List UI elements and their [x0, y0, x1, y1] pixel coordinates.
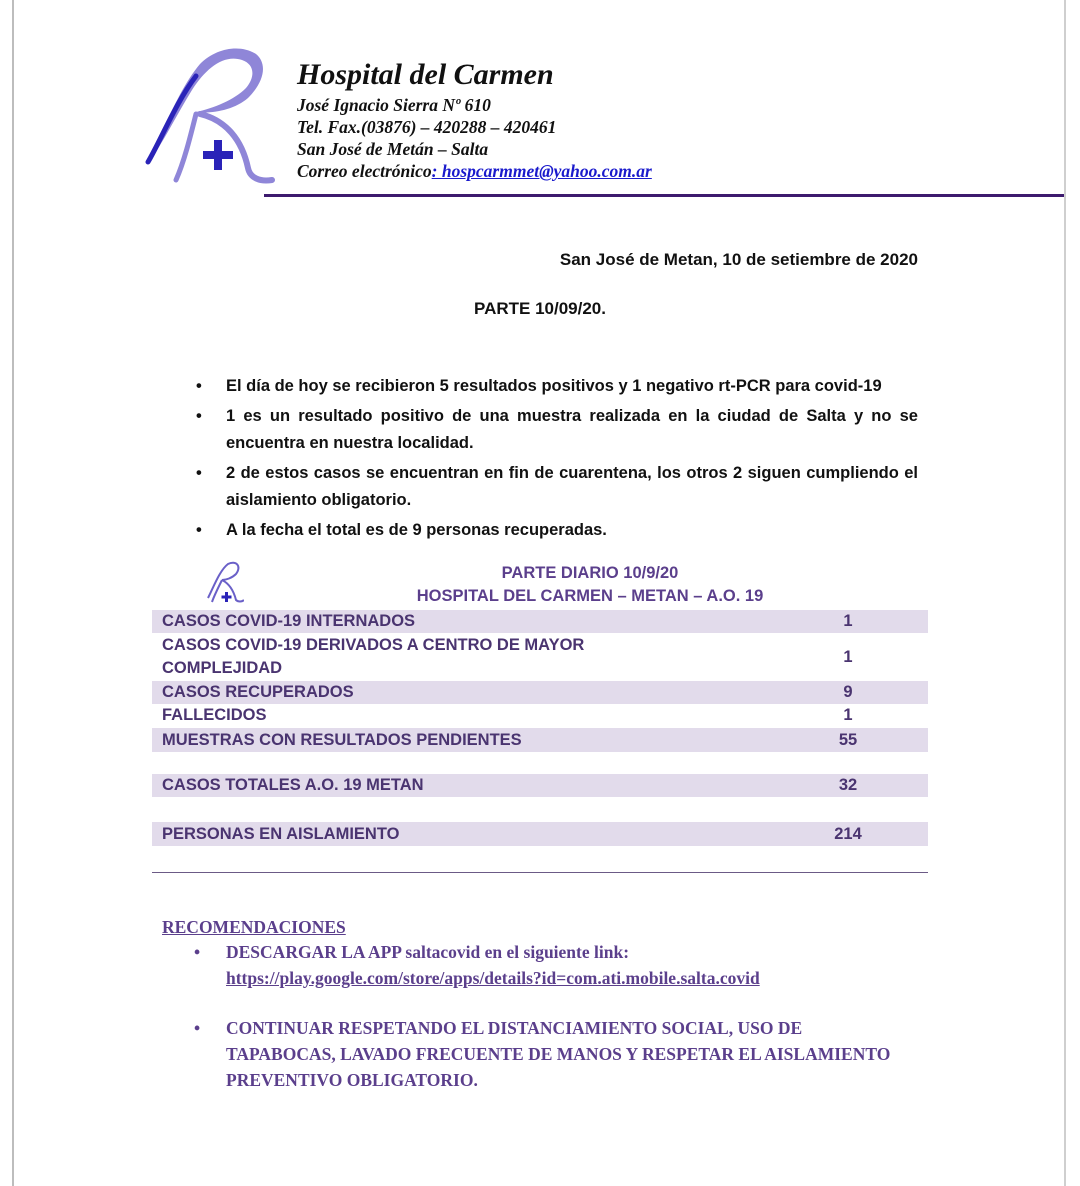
row-value: 1: [843, 706, 853, 724]
bullet-item: • El día de hoy se recibieron 5 resultados positivos y 1 negativo rt-PCR para covid-19: [196, 373, 918, 400]
table-row: [152, 681, 928, 704]
page-border-left: [12, 0, 14, 1186]
row-label-line: CASOS COVID-19 DERIVADOS A CENTRO DE MAYOR: [162, 636, 585, 654]
row-label: PERSONAS EN AISLAMIENTO: [162, 825, 400, 843]
letterhead: [297, 58, 652, 182]
daily-report-title-line2: HOSPITAL DEL CARMEN – METAN – A.O. 19: [416, 587, 764, 605]
hospital-phone: Tel. Fax.(03876) – 420288 – 420461: [297, 117, 557, 137]
row-value: 1: [843, 612, 853, 630]
recommendations-list: [162, 939, 902, 1093]
mini-hospital-logo-icon: [204, 560, 244, 604]
date-line: San José de Metan, 10 de setiembre de 2020: [559, 250, 918, 269]
stats-table: [152, 610, 928, 846]
recommendation-item: • CONTINUAR RESPETANDO EL DISTANCIAMIENTO SOCIAL, USO DE TAPABOCAS, LAVADO FRECUENTE DE MANOS Y RESPETAR EL AISLAMIENTO PREVENTIVO OBLIGATORIO.: [162, 1015, 902, 1093]
table-row: [152, 774, 928, 797]
recommendation-app-text: • DESCARGAR LA APP saltacovid en el siguiente link:: [226, 942, 630, 962]
recommendations: [162, 915, 902, 1093]
bullet-item: • A la fecha el total es de 9 personas recuperadas.: [196, 517, 918, 544]
row-label: MUESTRAS CON RESULTADOS PENDIENTES: [162, 731, 522, 749]
page-border-right: [1064, 0, 1066, 1186]
row-value: 32: [838, 776, 858, 794]
bullet-item: • 2 de estos casos se encuentran en fin de cuarentena, los otros 2 siguen cumpliendo el aislamiento obligatorio.: [196, 460, 918, 514]
row-value: 9: [843, 683, 853, 701]
hospital-address: José Ignacio Sierra Nº 610: [297, 95, 491, 115]
row-label: FALLECIDOS: [162, 706, 267, 724]
email-link[interactable]: : hospcarmmet@yahoo.com.ar: [431, 161, 652, 181]
hospital-city: San José de Metán – Salta: [297, 139, 489, 159]
hospital-logo-icon: [130, 42, 278, 188]
row-label: CASOS RECUPERADOS: [162, 683, 354, 701]
daily-report-title-line1: PARTE DIARIO 10/9/20: [501, 564, 679, 582]
table-spacer-row: [152, 752, 928, 774]
row-label: CASOS COVID-19 INTERNADOS: [162, 612, 416, 630]
table-row: [152, 610, 928, 633]
parte-title: PARTE 10/09/20.: [474, 299, 606, 318]
bullet-item: • 1 es un resultado positivo de una muestra realizada en la ciudad de Salta y no se encuentra en nuestra localidad.: [196, 403, 918, 457]
email-label: Correo electrónico: [297, 161, 432, 181]
table-row: [152, 633, 928, 681]
row-value: 1: [843, 648, 853, 666]
table-row: [152, 822, 928, 846]
row-value: 214: [834, 825, 862, 843]
header-rule: [264, 194, 1064, 197]
report-bullets: [196, 373, 918, 547]
app-download-link[interactable]: https://play.google.com/store/apps/details?id=com.ati.mobile.salta.covid: [226, 968, 760, 988]
hospital-email-line: [297, 160, 652, 182]
daily-report-title: [250, 562, 930, 608]
table-spacer-row: [152, 797, 928, 822]
row-label-line: COMPLEJIDAD: [162, 659, 283, 677]
row-value: 55: [838, 731, 858, 749]
table-row: [152, 704, 928, 728]
row-label: [162, 634, 584, 680]
recommendation-item: [162, 939, 902, 991]
row-label: CASOS TOTALES A.O. 19 METAN: [162, 776, 424, 794]
recommendations-title: RECOMENDACIONES: [162, 917, 346, 937]
table-bottom-rule: [152, 872, 928, 873]
hospital-name: Hospital del Carmen: [297, 58, 554, 91]
table-row: [152, 728, 928, 752]
